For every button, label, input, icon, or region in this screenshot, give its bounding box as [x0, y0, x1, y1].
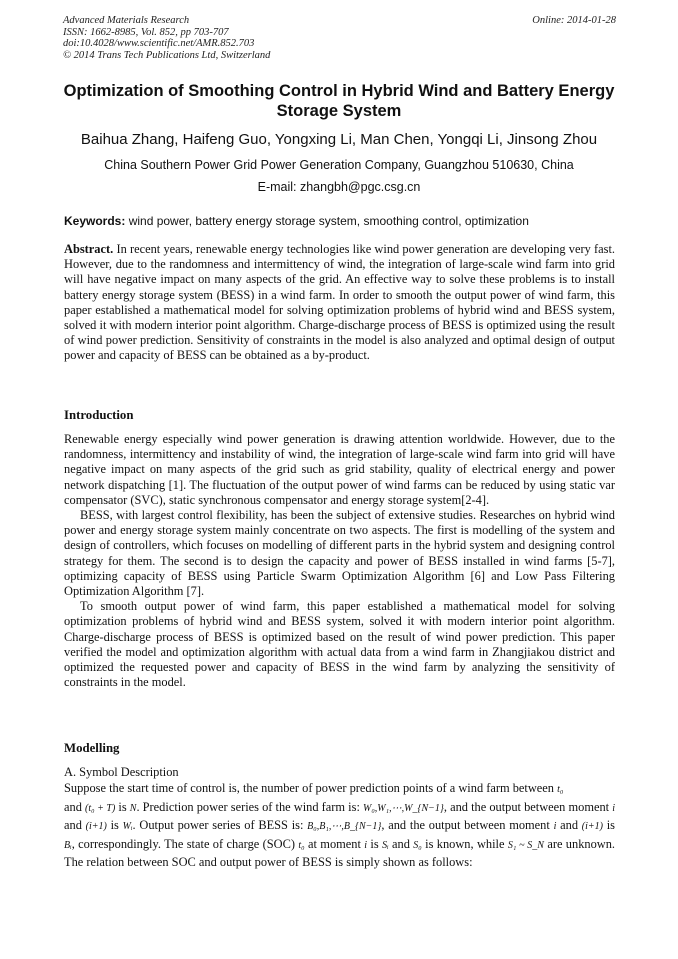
math-t0-2: t₀ [298, 839, 305, 851]
author-list: Baihua Zhang, Haifeng Guo, Yongxing Li, Man Chen, Yongqi Li, Jinsong Zhou [80, 131, 598, 148]
issn-line: ISSN: 1662-8985, Vol. 852, pp 703-707 [63, 26, 229, 38]
math-W-series: W₀,W₁,⋯,W_{N−1} [363, 802, 444, 814]
journal-name: Advanced Materials Research [63, 15, 190, 26]
symbol-description-heading: A. Symbol Description [64, 765, 179, 779]
abstract [64, 242, 615, 364]
math-t0: t₀ [557, 784, 564, 795]
math-B-series: B₀,B₁,⋯,B_{N−1} [307, 821, 382, 832]
journal-header [63, 15, 616, 61]
abstract-label: Abstract. [64, 242, 114, 256]
keywords-label: Keywords: [64, 214, 126, 228]
math-S1-SN: S₁ ~ S_N [507, 839, 544, 851]
math-t0-plus-T: (t₀ + T) [85, 802, 116, 814]
math-N: N [129, 802, 137, 814]
math-Wi: Wᵢ [122, 821, 133, 832]
introduction-heading: Introduction [64, 408, 134, 422]
contact-email: E-mail: zhangbh@pgc.csg.cn [257, 180, 421, 194]
math-i-2: i [553, 821, 557, 832]
math-i-plus-1: (i+1) [85, 821, 107, 832]
online-date: Online: 2014-01-28 [532, 15, 616, 26]
intro-paragraph-2: BESS, with largest control flexibility, has been the subject of extensive studies. Researches on hybrid wind power and energy storage system mainly concentrate on two aspects. The first is modelling of the system and design of controllers, which focuses on modelling of different parts in the hybrid system and designing control strategy for them. The second is to design the capacity and power of BESS installed in wind farms [5-7], optimizing capacity of BESS using Particle Swarm Optimization Algorithm [6] and Low Pass Filtering Optimization Algorithm [7]. [64, 508, 615, 599]
intro-paragraph-3: To smooth output power of wind farm, this paper established a mathematical model for solving optimization problems of hybrid wind and BESS system, solved it with modern interior point algorithm. Charge-discharge process of BESS is optimized based on the result of wind power prediction. This paper verified the model and optimization algorithm with actual data from a wind farm in Zhangjiakou district and optimized the requested power and capacity of BESS in the wind farm by analyzing the sensitivity of constraints in the model. [64, 599, 615, 690]
copyright-line: © 2014 Trans Tech Publications Ltd, Switzerland [63, 49, 271, 61]
symbol-description-body [64, 780, 615, 872]
affiliation: China Southern Power Grid Power Generation Company, Guangzhou 510630, China [104, 158, 574, 172]
math-Bi: Bᵢ [64, 839, 72, 851]
math-i-3: i [364, 839, 368, 851]
math-Si: Sᵢ [382, 839, 389, 851]
math-i-plus-1-2: (i+1) [581, 821, 603, 832]
symbol-paragraph: Suppose the start time of control is, the number of power prediction points of a wind farm between t₀ and (t₀ + T) is N. Prediction power series of the wind farm is: W₀,W₁,⋯,W_{N−1}, and the output between moment i and (i+1) is Wᵢ. Output power series of BESS is: B₀,B₁,⋯,B_{N−1}, and the output between moment i and (i+1) is Bᵢ, correspondingly. The state of charge (SOC) t₀ at moment i is Sᵢ and S₀ is known, while S₁ ~ S_N are unknown. The relation between SOC and output power of BESS is simply shown as follows: [64, 781, 616, 869]
paper-title: Optimization of Smoothing Control in Hybrid Wind and Battery Energy Storage System [63, 82, 615, 120]
math-i: i [612, 802, 615, 814]
intro-paragraph-1: Renewable energy especially wind power generation is drawing attention worldwide. However, due to the randomness, intermittency and instability of wind, the integration of large-scale wind farm into grid will have negative impact on many aspects of the grid such as grid stability, quality of electrical energy and power network dispatching [1]. The fluctuation of the output power of wind farms can be reduced by using static var compensator (SVC), static synchronous compensator and energy storage system[2-4]. [64, 432, 615, 507]
modelling-heading: Modelling [64, 741, 120, 755]
math-S0: S₀ [413, 839, 422, 851]
keywords [64, 214, 616, 229]
introduction-body [64, 432, 615, 690]
keywords-text: wind power, battery energy storage system, smoothing control, optimization [125, 214, 529, 228]
abstract-text: In recent years, renewable energy technologies like wind power generation are developing very fast. However, due to the randomness and intermittency of wind, the integration of large-scale wind farm into grid will have negative impact on many aspects of the grid. An effective way to solve these problems is to install battery energy storage system (BESS) in a wind farm. In order to smooth the output power of wind farm, this paper established a mathematical model for solving optimization problems of hybrid wind and BESS system, solved it with modern interior point algorithm. Charge-discharge process of BESS is optimized using the result of wind power prediction. Sensitivity of constraints in the model is also analyzed and optimal design of output power and capacity of BESS can be obtained as a by-product. [64, 242, 615, 363]
doi-line: doi:10.4028/www.scientific.net/AMR.852.703 [63, 38, 255, 49]
